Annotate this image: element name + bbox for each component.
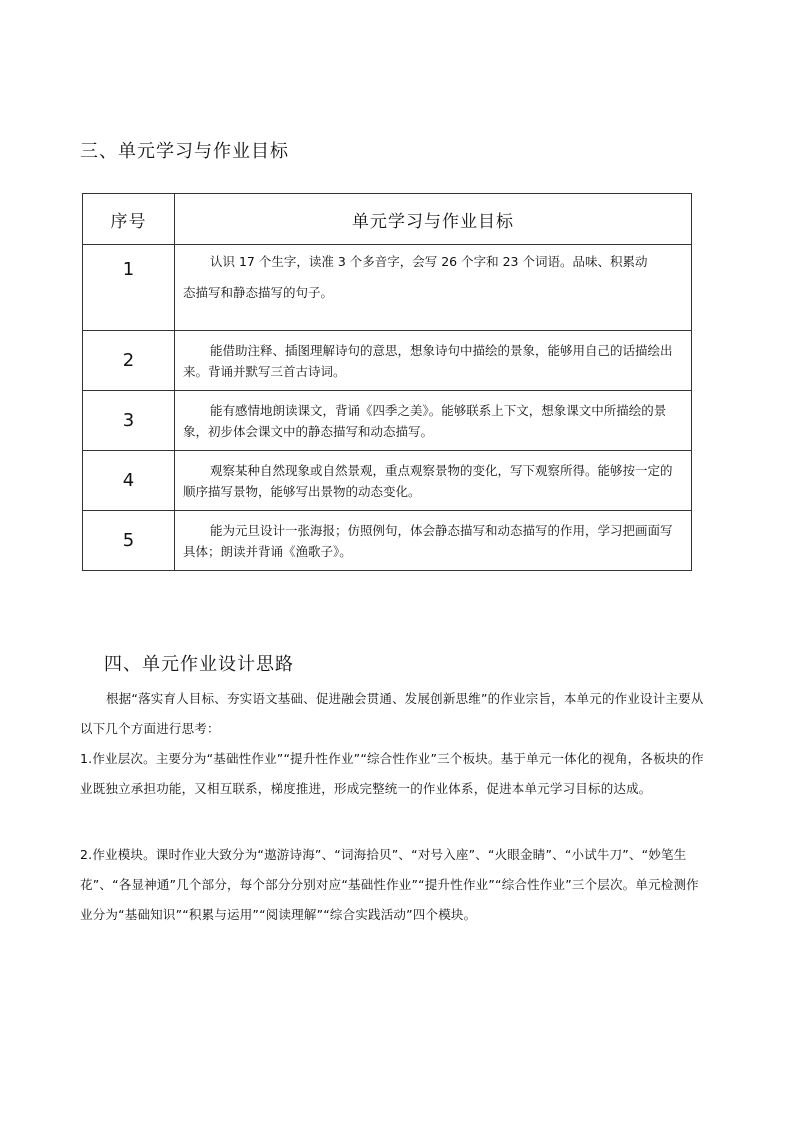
header-goal: 单元学习与作业目标: [175, 194, 692, 245]
intro-text: 根据“落实育人目标、夯实语文基础、促进融会贯通、发展创新思维”的作业宗旨，本单元的作业设计主要从以下几个方面进行思考：: [80, 691, 704, 736]
intro-paragraph: [80, 684, 710, 744]
row-number: 5: [83, 511, 175, 571]
row-goal-line: 态描写和静态描写的句子。: [183, 285, 334, 300]
table-header-row: [83, 194, 692, 245]
row-number: 1: [83, 245, 175, 331]
table-row: [83, 451, 692, 511]
row-number: 4: [83, 451, 175, 511]
row-goal-text: 能为元旦设计一张海报；仿照例句，体会静态描写和动态描写的作用，学习把画面写具体；朗读并背诵《渔歌子》。: [183, 522, 673, 559]
row-goal: [175, 331, 692, 391]
point-2-text: 2.作业模块。课时作业大致分为“遨游诗海”、“词海拾贝”、“对号入座”、“火眼金睛”、“小试牛刀”、“妙笔生花”、“各显神通”几个部分，每个部分分别对应“基础性作业”“提升性作业”“综合性作业”三个层次。单元检测作业分为“基础知识”“积累与运用”“阅读理解”“综合实践活动”四个模块。: [80, 847, 699, 922]
row-number: 3: [83, 391, 175, 451]
row-goal-line: 认识 17 个生字，读准 3 个多音字，会写 26 个字和 23 个词语。品味、积累动: [210, 254, 648, 269]
point-1-paragraph: [80, 744, 710, 804]
row-goal: [175, 391, 692, 451]
row-number: 2: [83, 331, 175, 391]
section-3-title: 三、单元学习与作业目标: [80, 141, 289, 162]
row-goal-text: 观察某种自然现象或自然景观，重点观察景物的变化，写下观察所得。能够按一定的顺序描写景物，能够写出景物的动态变化。: [183, 462, 673, 499]
learning-goals-table: [82, 193, 692, 571]
table-row: [83, 245, 692, 331]
table-row: [83, 331, 692, 391]
row-goal: [175, 451, 692, 511]
row-goal: [175, 245, 692, 331]
header-num: 序号: [83, 194, 175, 245]
section-4-title: 四、单元作业设计思路: [104, 654, 294, 675]
row-goal-text: 能借助注释、插图理解诗句的意思，想象诗句中描绘的景象，能够用自己的话描绘出来。背诵并默写三首古诗词。: [183, 342, 673, 379]
table-row: [83, 391, 692, 451]
point-1-text: 1.作业层次。主要分为“基础性作业”“提升性作业”“综合性作业”三个板块。基于单元一体化的视角，各板块的作业既独立承担功能，又相互联系，梯度推进，形成完整统一的作业体系，促进本单元学习目标的达成。: [80, 751, 704, 796]
row-goal-text: 能有感情地朗读课文，背诵《四季之美》。能够联系上下文，想象课文中所描绘的景象，初步体会课文中的静态描写和动态描写。: [183, 402, 667, 439]
table-row: [83, 511, 692, 571]
row-goal: [175, 511, 692, 571]
point-2-paragraph: [80, 840, 710, 930]
